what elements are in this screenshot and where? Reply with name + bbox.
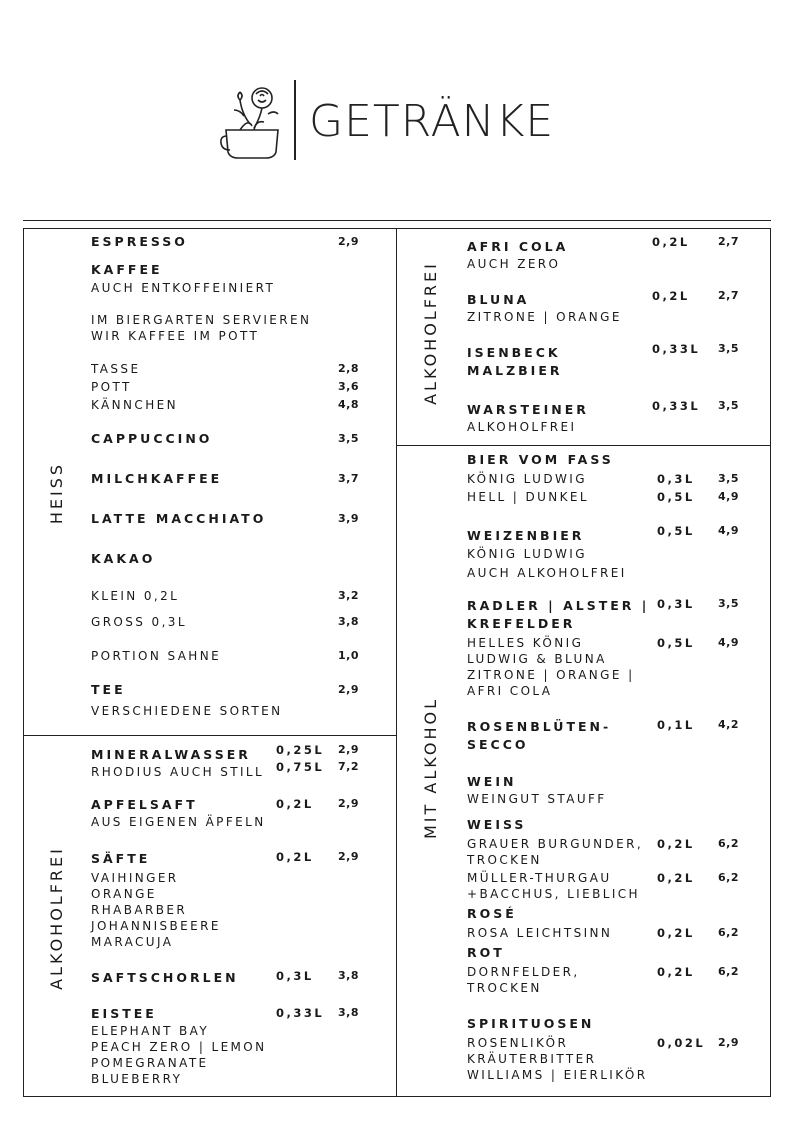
wein-weiss-2: MÜLLER-THURGAU (467, 871, 612, 885)
price-tasse: 2,8 (338, 362, 359, 375)
price-bier-1: 3,5 (718, 472, 739, 485)
price-weiss-1: 6,2 (718, 837, 739, 850)
item-isenbeck: ISENBECK (467, 345, 561, 360)
africola-sub: AUCH ZERO (467, 257, 561, 271)
price-pott: 3,6 (338, 380, 359, 393)
item-secco: ROSENBLÜTEN- (467, 719, 612, 734)
vol-saefte: 0,2L (276, 850, 314, 864)
wein-rot-1: DORNFELDER, (467, 965, 580, 979)
price-sahne: 1,0 (338, 649, 359, 662)
section-label-alkoholfrei-left: ALKOHOLFREI (47, 846, 66, 990)
vol-secco: 0,1L (657, 718, 695, 732)
left-section-divider (23, 735, 397, 736)
item-apfelsaft: APFELSAFT (91, 797, 198, 812)
kaffee-sub: AUCH ENTKOFFEINIERT (91, 281, 276, 295)
kaffee-size-kaennchen: KÄNNCHEN (91, 398, 178, 412)
price-bluna: 2,7 (718, 289, 739, 302)
weizen-sub-2: AUCH ALKOHOLFREI (467, 566, 627, 580)
price-isenbeck: 3,5 (718, 342, 739, 355)
wein-rot-heading: ROT (467, 945, 505, 960)
bier-sub-2: HELL | DUNKEL (467, 490, 589, 504)
price-saftschorlen: 3,8 (338, 969, 359, 982)
price-mineralwasser-1: 2,9 (338, 743, 359, 756)
vol-weizen: 0,5L (657, 524, 695, 538)
item-saftschorlen: SAFTSCHORLEN (91, 970, 239, 985)
price-radler-1: 3,5 (718, 597, 739, 610)
price-latte: 3,9 (338, 512, 359, 525)
flower-cup-icon (220, 80, 286, 164)
bluna-sub: ZITRONE | ORANGE (467, 310, 622, 324)
kaffee-note-2: WIR KAFFEE IM POTT (91, 329, 260, 343)
wein-sub: WEINGUT STAUFF (467, 792, 607, 806)
frame-left (23, 228, 24, 1097)
price-espresso: 2,9 (338, 235, 359, 248)
item-radler: RADLER | ALSTER | (467, 598, 650, 613)
price-mineralwasser-2: 7,2 (338, 760, 359, 773)
vol-apfelsaft: 0,2L (276, 797, 314, 811)
apfelsaft-sub: AUS EIGENEN ÄPFELN (91, 815, 266, 829)
price-apfelsaft: 2,9 (338, 797, 359, 810)
item-secco-2: SECCO (467, 737, 529, 752)
kaffee-size-pott: POTT (91, 380, 132, 394)
price-saefte: 2,9 (338, 850, 359, 863)
vol-isenbeck: 0,33L (652, 342, 701, 356)
kakao-size-gross: GROSS 0,3L (91, 615, 187, 629)
item-eistee: EISTEE (91, 1006, 157, 1021)
spirituosen-item: KRÄUTERBITTER (467, 1052, 597, 1066)
item-latte: LATTE MACCHIATO (91, 511, 267, 526)
eistee-item: PEACH ZERO | LEMON (91, 1040, 267, 1054)
warsteiner-sub: ALKOHOLFREI (467, 420, 577, 434)
price-eistee: 3,8 (338, 1006, 359, 1019)
item-espresso: ESPRESSO (91, 234, 188, 249)
item-bier: BIER VOM FASS (467, 452, 614, 467)
eistee-item: ELEPHANT BAY (91, 1024, 210, 1038)
mineralwasser-sub: RHODIUS AUCH STILL (91, 765, 265, 779)
item-bluna: BLUNA (467, 292, 530, 307)
vol-bier-2: 0,5L (657, 490, 695, 504)
vol-warsteiner: 0,33L (652, 399, 701, 413)
price-secco: 4,2 (718, 718, 739, 731)
kakao-size-klein: KLEIN 0,2L (91, 589, 180, 603)
item-mineralwasser: MINERALWASSER (91, 747, 251, 762)
price-spirituosen: 2,9 (718, 1036, 739, 1049)
frame-right (770, 228, 771, 1097)
vol-spirituosen: 0,02L (657, 1036, 706, 1050)
vol-eistee: 0,33L (276, 1006, 325, 1020)
wein-rose-heading: ROSÉ (467, 906, 517, 921)
section-label-mit-alkohol: MIT ALKOHOL (421, 697, 440, 839)
bier-sub-1: KÖNIG LUDWIG (467, 472, 587, 486)
price-weizen: 4,9 (718, 524, 739, 537)
wein-weiss-1: GRAUER BURGUNDER, (467, 837, 644, 851)
kaffee-note-1: IM BIERGARTEN SERVIEREN (91, 313, 312, 327)
price-africola: 2,7 (718, 235, 739, 248)
kaffee-size-tasse: TASSE (91, 362, 141, 376)
item-wein: WEIN (467, 774, 517, 789)
weizen-sub-1: KÖNIG LUDWIG (467, 547, 587, 561)
wein-rot-1b: TROCKEN (467, 981, 542, 995)
price-kakao-klein: 3,2 (338, 589, 359, 602)
vol-weiss-2: 0,2L (657, 871, 695, 885)
price-tee: 2,9 (338, 683, 359, 696)
vol-radler-2: 0,5L (657, 636, 695, 650)
price-weiss-2: 6,2 (718, 871, 739, 884)
vol-africola: 0,2L (652, 235, 690, 249)
saefte-item: VAIHINGER (91, 871, 179, 885)
wein-weiss-1b: TROCKEN (467, 853, 542, 867)
radler-sub: HELLES KÖNIG (467, 636, 584, 650)
vol-rot-1: 0,2L (657, 965, 695, 979)
header-divider (294, 80, 296, 160)
radler-sub: ZITRONE | ORANGE | (467, 668, 635, 682)
item-radler-2: KREFELDER (467, 616, 576, 631)
item-saefte: SÄFTE (91, 851, 151, 866)
eistee-item: POMEGRANATE (91, 1056, 209, 1070)
tee-sub: VERSCHIEDENE SORTEN (91, 704, 283, 718)
price-kaennchen: 4,8 (338, 398, 359, 411)
section-label-heiss: HEISS (47, 461, 66, 525)
saefte-item: JOHANNISBEERE (91, 919, 221, 933)
item-tee: TEE (91, 682, 126, 697)
frame-top (23, 228, 771, 229)
vol-weiss-1: 0,2L (657, 837, 695, 851)
saefte-item: MARACUJA (91, 935, 174, 949)
radler-sub: AFRI COLA (467, 684, 553, 698)
item-cappuccino: CAPPUCCINO (91, 431, 213, 446)
vol-saftschorlen: 0,3L (276, 969, 314, 983)
price-milchkaffee: 3,7 (338, 472, 359, 485)
eistee-item: BLUEBERRY (91, 1072, 183, 1086)
spirituosen-item: ROSENLIKÖR (467, 1036, 569, 1050)
vol-mineralwasser-2: 0,75L (276, 760, 325, 774)
price-radler-2: 4,9 (718, 636, 739, 649)
price-warsteiner: 3,5 (718, 399, 739, 412)
item-weizen: WEIZENBIER (467, 528, 585, 543)
section-label-alkoholfrei-right: ALKOHOLFREI (421, 261, 440, 405)
price-cappuccino: 3,5 (338, 432, 359, 445)
price-bier-2: 4,9 (718, 490, 739, 503)
vol-rose-1: 0,2L (657, 926, 695, 940)
wein-weiss-2b: +BACCHUS, LIEBLICH (467, 887, 640, 901)
item-milchkaffee: MILCHKAFFEE (91, 471, 223, 486)
saefte-item: ORANGE (91, 887, 157, 901)
item-kaffee: KAFFEE (91, 262, 163, 277)
top-rule (23, 220, 771, 221)
vol-radler-1: 0,3L (657, 597, 695, 611)
right-section-divider (396, 445, 771, 446)
saefte-item: RHABARBER (91, 903, 188, 917)
price-rot-1: 6,2 (718, 965, 739, 978)
item-africola: AFRI COLA (467, 239, 569, 254)
frame-bottom (23, 1096, 771, 1097)
item-isenbeck-2: MALZBIER (467, 363, 563, 378)
vol-bluna: 0,2L (652, 289, 690, 303)
wein-weiss-heading: WEISS (467, 817, 527, 832)
radler-sub: LUDWIG & BLUNA (467, 652, 607, 666)
price-kakao-gross: 3,8 (338, 615, 359, 628)
vol-mineralwasser-1: 0,25L (276, 743, 325, 757)
item-warsteiner: WARSTEINER (467, 402, 589, 417)
wein-rose-1: ROSA LEICHTSINN (467, 926, 613, 940)
spirituosen-item: WILLIAMS | EIERLIKÖR (467, 1068, 648, 1082)
item-spirituosen: SPIRITUOSEN (467, 1016, 595, 1031)
price-rose-1: 6,2 (718, 926, 739, 939)
item-sahne: PORTION SAHNE (91, 649, 222, 663)
frame-center (396, 228, 397, 1097)
page-title: GETRÄNKE (309, 96, 555, 147)
item-kakao: KAKAO (91, 551, 156, 566)
vol-bier-1: 0,3L (657, 472, 695, 486)
